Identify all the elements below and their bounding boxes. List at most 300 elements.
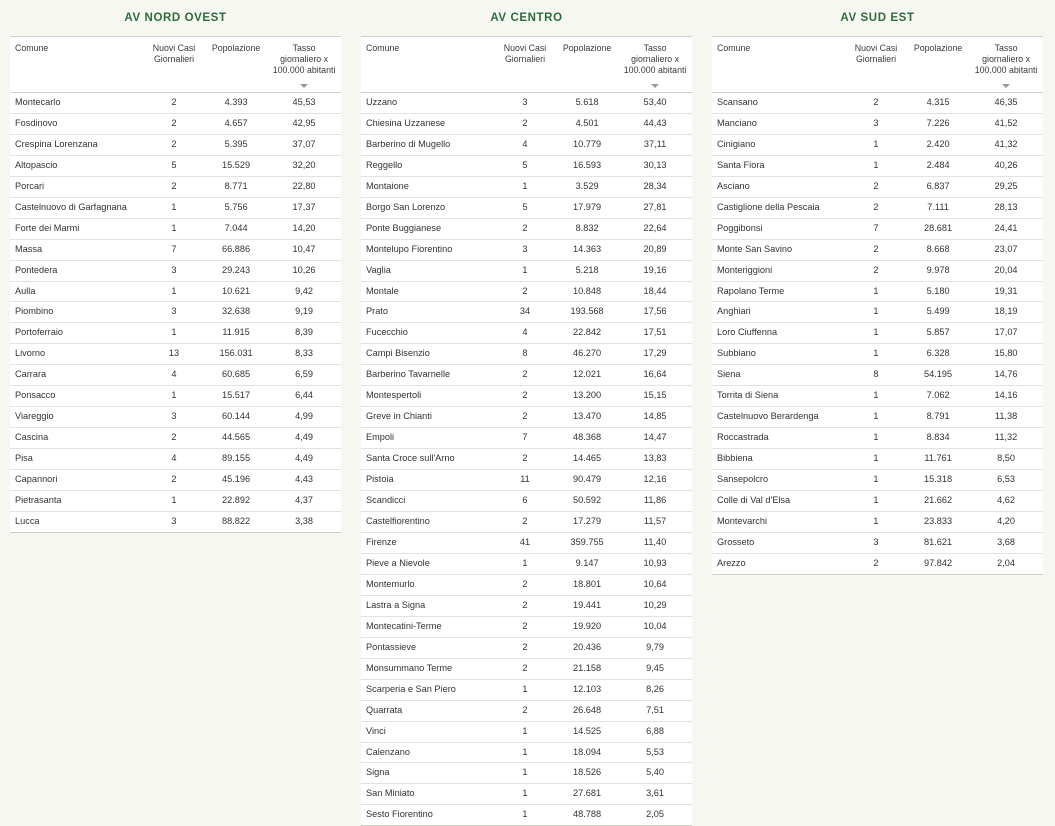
table-row[interactable] bbox=[361, 365, 692, 386]
table-row[interactable] bbox=[361, 155, 692, 176]
cell-tasso: 10,26 bbox=[267, 260, 341, 281]
table-header-sud-est bbox=[712, 37, 1043, 93]
cell-comune: Quarrata bbox=[361, 700, 494, 721]
cell-tasso: 14,16 bbox=[969, 386, 1043, 407]
cell-tasso: 10,47 bbox=[267, 239, 341, 260]
cell-comune: Scarperia e San Piero bbox=[361, 679, 494, 700]
table-row[interactable] bbox=[10, 386, 341, 407]
cell-comune: Scandicci bbox=[361, 491, 494, 512]
table-nord-ovest bbox=[10, 36, 341, 533]
table-row[interactable] bbox=[10, 323, 341, 344]
cell-nuovi-casi: 2 bbox=[143, 113, 205, 134]
area-column-sud-est bbox=[702, 8, 1053, 575]
cell-popolazione: 7.044 bbox=[205, 218, 267, 239]
cell-tasso: 9,42 bbox=[267, 281, 341, 302]
table-row[interactable] bbox=[361, 428, 692, 449]
table-row[interactable] bbox=[361, 784, 692, 805]
cell-popolazione: 2.484 bbox=[907, 155, 969, 176]
cell-popolazione: 8.832 bbox=[556, 218, 618, 239]
table-row[interactable] bbox=[361, 532, 692, 553]
cell-popolazione: 22.892 bbox=[205, 491, 267, 512]
table-row[interactable] bbox=[10, 512, 341, 533]
header-popolazione[interactable]: Popolazione bbox=[907, 37, 969, 93]
cell-tasso: 4,20 bbox=[969, 512, 1043, 533]
cell-comune: Massa bbox=[10, 239, 143, 260]
table-row[interactable] bbox=[712, 553, 1043, 574]
table-row[interactable] bbox=[361, 763, 692, 784]
cell-tasso: 22,80 bbox=[267, 176, 341, 197]
cell-popolazione: 14.525 bbox=[556, 721, 618, 742]
table-row[interactable] bbox=[712, 428, 1043, 449]
table-row[interactable] bbox=[361, 134, 692, 155]
table-row[interactable] bbox=[361, 302, 692, 323]
table-row[interactable] bbox=[361, 574, 692, 595]
table-row[interactable] bbox=[361, 239, 692, 260]
table-row[interactable] bbox=[10, 407, 341, 428]
cell-comune: Sansepolcro bbox=[712, 470, 845, 491]
table-row[interactable] bbox=[712, 470, 1043, 491]
table-row[interactable] bbox=[712, 134, 1043, 155]
table-row[interactable] bbox=[10, 302, 341, 323]
cell-popolazione: 13.200 bbox=[556, 386, 618, 407]
cell-comune: Livorno bbox=[10, 344, 143, 365]
cell-popolazione: 10.848 bbox=[556, 281, 618, 302]
cell-comune: Pieve a Nievole bbox=[361, 553, 494, 574]
table-row[interactable] bbox=[10, 155, 341, 176]
cell-popolazione: 89.155 bbox=[205, 449, 267, 470]
header-nuovi-casi[interactable]: Nuovi Casi Giornalieri bbox=[845, 37, 907, 93]
cell-popolazione: 18.526 bbox=[556, 763, 618, 784]
cell-comune: Pontassieve bbox=[361, 637, 494, 658]
cell-nuovi-casi: 2 bbox=[845, 197, 907, 218]
cell-nuovi-casi: 2 bbox=[494, 407, 556, 428]
cell-comune: Campi Bisenzio bbox=[361, 344, 494, 365]
cell-comune: Carrara bbox=[10, 365, 143, 386]
table-row[interactable] bbox=[10, 470, 341, 491]
cell-nuovi-casi: 1 bbox=[845, 323, 907, 344]
cell-nuovi-casi: 1 bbox=[845, 512, 907, 533]
cell-popolazione: 48.368 bbox=[556, 428, 618, 449]
cell-comune: Bibbiena bbox=[712, 449, 845, 470]
cell-nuovi-casi: 1 bbox=[845, 302, 907, 323]
cell-tasso: 45,53 bbox=[267, 92, 341, 113]
table-row[interactable] bbox=[361, 721, 692, 742]
cell-popolazione: 4.657 bbox=[205, 113, 267, 134]
table-row[interactable] bbox=[712, 512, 1043, 533]
cell-nuovi-casi: 4 bbox=[143, 449, 205, 470]
table-row[interactable] bbox=[361, 344, 692, 365]
cell-tasso: 6,53 bbox=[969, 470, 1043, 491]
cell-tasso: 23,07 bbox=[969, 239, 1043, 260]
table-row[interactable] bbox=[361, 742, 692, 763]
cell-popolazione: 5.618 bbox=[556, 92, 618, 113]
cell-nuovi-casi: 3 bbox=[143, 302, 205, 323]
cell-tasso: 24,41 bbox=[969, 218, 1043, 239]
cell-nuovi-casi: 1 bbox=[845, 407, 907, 428]
cell-nuovi-casi: 1 bbox=[494, 176, 556, 197]
cell-tasso: 5,40 bbox=[618, 763, 692, 784]
header-nuovi-casi[interactable]: Nuovi Casi Giornalieri bbox=[494, 37, 556, 93]
cell-popolazione: 12.021 bbox=[556, 365, 618, 386]
cell-comune: Fosdinovo bbox=[10, 113, 143, 134]
cell-nuovi-casi: 6 bbox=[494, 491, 556, 512]
sort-descending-icon[interactable] bbox=[1002, 84, 1010, 88]
cell-tasso: 2,05 bbox=[618, 805, 692, 826]
cell-nuovi-casi: 3 bbox=[143, 260, 205, 281]
cell-popolazione: 8.668 bbox=[907, 239, 969, 260]
cell-tasso: 10,29 bbox=[618, 595, 692, 616]
cell-comune: Cascina bbox=[10, 428, 143, 449]
cell-nuovi-casi: 2 bbox=[845, 239, 907, 260]
cell-comune: Pisa bbox=[10, 449, 143, 470]
table-row[interactable] bbox=[712, 323, 1043, 344]
cell-comune: Firenze bbox=[361, 532, 494, 553]
table-row[interactable] bbox=[10, 197, 341, 218]
cell-nuovi-casi: 2 bbox=[845, 553, 907, 574]
table-row[interactable] bbox=[361, 260, 692, 281]
table-row[interactable] bbox=[10, 281, 341, 302]
table-row[interactable] bbox=[10, 176, 341, 197]
header-popolazione[interactable]: Popolazione bbox=[205, 37, 267, 93]
cell-tasso: 9,79 bbox=[618, 637, 692, 658]
cell-comune: Lastra a Signa bbox=[361, 595, 494, 616]
column-title-centro: AV CENTRO bbox=[490, 12, 563, 24]
cell-tasso: 10,04 bbox=[618, 616, 692, 637]
cell-nuovi-casi: 3 bbox=[845, 532, 907, 553]
cell-comune: Borgo San Lorenzo bbox=[361, 197, 494, 218]
cell-nuovi-casi: 1 bbox=[845, 134, 907, 155]
table-row[interactable] bbox=[361, 449, 692, 470]
cell-comune: Viareggio bbox=[10, 407, 143, 428]
cell-tasso: 8,33 bbox=[267, 344, 341, 365]
cell-comune: Anghiari bbox=[712, 302, 845, 323]
cell-nuovi-casi: 1 bbox=[494, 742, 556, 763]
table-row[interactable] bbox=[361, 805, 692, 826]
cell-tasso: 22,64 bbox=[618, 218, 692, 239]
cell-tasso: 2,04 bbox=[969, 553, 1043, 574]
sort-descending-icon[interactable] bbox=[651, 84, 659, 88]
cell-comune: Barberino Tavarnelle bbox=[361, 365, 494, 386]
cell-comune: Monsummano Terme bbox=[361, 658, 494, 679]
cell-comune: Crespina Lorenzana bbox=[10, 134, 143, 155]
table-row[interactable] bbox=[712, 176, 1043, 197]
cell-popolazione: 19.920 bbox=[556, 616, 618, 637]
cell-comune: Castelnuovo Berardenga bbox=[712, 407, 845, 428]
table-row[interactable] bbox=[712, 449, 1043, 470]
cell-popolazione: 10.621 bbox=[205, 281, 267, 302]
cell-comune: Montemurlo bbox=[361, 574, 494, 595]
cell-nuovi-casi: 41 bbox=[494, 532, 556, 553]
cell-popolazione: 11.915 bbox=[205, 323, 267, 344]
cell-popolazione: 45.196 bbox=[205, 470, 267, 491]
cell-comune: Arezzo bbox=[712, 553, 845, 574]
cell-comune: Lucca bbox=[10, 512, 143, 533]
table-row[interactable] bbox=[361, 595, 692, 616]
table-row[interactable] bbox=[361, 512, 692, 533]
cell-tasso: 15,15 bbox=[618, 386, 692, 407]
cell-nuovi-casi: 2 bbox=[494, 637, 556, 658]
cell-comune: Pontedera bbox=[10, 260, 143, 281]
cell-nuovi-casi: 5 bbox=[143, 155, 205, 176]
cell-popolazione: 8.771 bbox=[205, 176, 267, 197]
header-nuovi-casi[interactable]: Nuovi Casi Giornalieri bbox=[143, 37, 205, 93]
cell-comune: Monteriggioni bbox=[712, 260, 845, 281]
cell-nuovi-casi: 2 bbox=[494, 449, 556, 470]
header-tasso-label: Tasso giornaliero x 100.000 abitanti bbox=[272, 43, 336, 75]
cell-nuovi-casi: 1 bbox=[845, 386, 907, 407]
cell-nuovi-casi: 3 bbox=[845, 113, 907, 134]
cell-comune: Piombino bbox=[10, 302, 143, 323]
column-title-nord-ovest: AV NORD OVEST bbox=[124, 12, 227, 24]
cell-comune: Fucecchio bbox=[361, 323, 494, 344]
cell-popolazione: 18.801 bbox=[556, 574, 618, 595]
table-row[interactable] bbox=[361, 386, 692, 407]
cell-popolazione: 90.479 bbox=[556, 470, 618, 491]
cell-comune: Manciano bbox=[712, 113, 845, 134]
cell-comune: Montecarlo bbox=[10, 92, 143, 113]
cell-tasso: 15,80 bbox=[969, 344, 1043, 365]
table-row[interactable] bbox=[361, 553, 692, 574]
table-row[interactable] bbox=[361, 658, 692, 679]
cell-tasso: 14,85 bbox=[618, 407, 692, 428]
table-row[interactable] bbox=[10, 449, 341, 470]
table-row[interactable] bbox=[361, 176, 692, 197]
cell-nuovi-casi: 2 bbox=[494, 616, 556, 637]
cell-nuovi-casi: 2 bbox=[143, 428, 205, 449]
cell-comune: Vinci bbox=[361, 721, 494, 742]
cell-popolazione: 7.062 bbox=[907, 386, 969, 407]
table-row[interactable] bbox=[712, 344, 1043, 365]
cell-tasso: 4,43 bbox=[267, 470, 341, 491]
cell-comune: Castelfiorentino bbox=[361, 512, 494, 533]
cell-comune: Santa Fiora bbox=[712, 155, 845, 176]
cell-tasso: 3,38 bbox=[267, 512, 341, 533]
table-row[interactable] bbox=[361, 679, 692, 700]
table-row[interactable] bbox=[712, 260, 1043, 281]
cell-tasso: 27,81 bbox=[618, 197, 692, 218]
cell-popolazione: 6.328 bbox=[907, 344, 969, 365]
cell-comune: Montelupo Fiorentino bbox=[361, 239, 494, 260]
cell-nuovi-casi: 2 bbox=[494, 595, 556, 616]
table-body-nord-ovest bbox=[10, 92, 341, 532]
cell-comune: Prato bbox=[361, 302, 494, 323]
cell-nuovi-casi: 2 bbox=[143, 134, 205, 155]
cell-comune: Colle di Val d'Elsa bbox=[712, 491, 845, 512]
table-row[interactable] bbox=[10, 344, 341, 365]
header-comune[interactable]: Comune bbox=[361, 37, 494, 93]
header-comune[interactable]: Comune bbox=[10, 37, 143, 93]
cell-popolazione: 54.195 bbox=[907, 365, 969, 386]
table-row[interactable] bbox=[361, 92, 692, 113]
cell-nuovi-casi: 2 bbox=[143, 92, 205, 113]
cell-tasso: 7,51 bbox=[618, 700, 692, 721]
table-body-centro bbox=[361, 92, 692, 825]
cell-nuovi-casi: 2 bbox=[494, 658, 556, 679]
table-row[interactable] bbox=[361, 700, 692, 721]
table-row[interactable] bbox=[361, 197, 692, 218]
cell-comune: Montecatini-Terme bbox=[361, 616, 494, 637]
cell-comune: Montale bbox=[361, 281, 494, 302]
table-row[interactable] bbox=[10, 428, 341, 449]
table-row[interactable] bbox=[361, 323, 692, 344]
cell-comune: Castiglione della Pescaia bbox=[712, 197, 845, 218]
cell-comune: Castelnuovo di Garfagnana bbox=[10, 197, 143, 218]
table-row[interactable] bbox=[712, 239, 1043, 260]
cell-popolazione: 9.147 bbox=[556, 553, 618, 574]
cell-tasso: 14,47 bbox=[618, 428, 692, 449]
cell-nuovi-casi: 1 bbox=[494, 763, 556, 784]
table-row[interactable] bbox=[712, 155, 1043, 176]
cell-popolazione: 7.111 bbox=[907, 197, 969, 218]
cell-popolazione: 17.279 bbox=[556, 512, 618, 533]
cell-popolazione: 15.529 bbox=[205, 155, 267, 176]
cell-popolazione: 14.465 bbox=[556, 449, 618, 470]
header-tasso-label: Tasso giornaliero x 100.000 abitanti bbox=[623, 43, 687, 75]
header-tasso[interactable] bbox=[969, 37, 1043, 93]
table-row[interactable] bbox=[361, 218, 692, 239]
cell-nuovi-casi: 5 bbox=[494, 197, 556, 218]
header-tasso[interactable] bbox=[267, 37, 341, 93]
table-row[interactable] bbox=[361, 470, 692, 491]
table-row[interactable] bbox=[712, 218, 1043, 239]
cell-popolazione: 60.144 bbox=[205, 407, 267, 428]
cell-popolazione: 14.363 bbox=[556, 239, 618, 260]
cell-comune: Reggello bbox=[361, 155, 494, 176]
cell-nuovi-casi: 3 bbox=[143, 407, 205, 428]
cell-comune: Empoli bbox=[361, 428, 494, 449]
cell-comune: Santa Croce sull'Arno bbox=[361, 449, 494, 470]
cell-popolazione: 97.842 bbox=[907, 553, 969, 574]
cell-comune: Cinigiano bbox=[712, 134, 845, 155]
header-popolazione[interactable]: Popolazione bbox=[556, 37, 618, 93]
header-tasso-label: Tasso giornaliero x 100.000 abitanti bbox=[974, 43, 1038, 75]
cell-tasso: 40,26 bbox=[969, 155, 1043, 176]
cell-tasso: 20,04 bbox=[969, 260, 1043, 281]
cell-nuovi-casi: 1 bbox=[494, 784, 556, 805]
table-row[interactable] bbox=[712, 407, 1043, 428]
cell-nuovi-casi: 3 bbox=[494, 239, 556, 260]
table-row[interactable] bbox=[712, 92, 1043, 113]
cell-tasso: 10,93 bbox=[618, 553, 692, 574]
cell-tasso: 19,16 bbox=[618, 260, 692, 281]
cell-nuovi-casi: 34 bbox=[494, 302, 556, 323]
header-row bbox=[10, 37, 341, 93]
table-row[interactable] bbox=[10, 134, 341, 155]
cell-nuovi-casi: 13 bbox=[143, 344, 205, 365]
cell-tasso: 3,61 bbox=[618, 784, 692, 805]
cell-tasso: 4,49 bbox=[267, 449, 341, 470]
sort-descending-icon[interactable] bbox=[300, 84, 308, 88]
cell-tasso: 6,88 bbox=[618, 721, 692, 742]
cell-tasso: 11,57 bbox=[618, 512, 692, 533]
table-row[interactable] bbox=[712, 386, 1043, 407]
cell-tasso: 9,45 bbox=[618, 658, 692, 679]
cell-tasso: 28,13 bbox=[969, 197, 1043, 218]
cell-comune: Montespertoli bbox=[361, 386, 494, 407]
table-row[interactable] bbox=[361, 113, 692, 134]
table-row[interactable] bbox=[712, 113, 1043, 134]
table-row[interactable] bbox=[10, 218, 341, 239]
cell-tasso: 12,16 bbox=[618, 470, 692, 491]
cell-comune: Calenzano bbox=[361, 742, 494, 763]
cell-tasso: 19,31 bbox=[969, 281, 1043, 302]
cell-tasso: 14,76 bbox=[969, 365, 1043, 386]
cell-comune: Capannori bbox=[10, 470, 143, 491]
cell-comune: Rapolano Terme bbox=[712, 281, 845, 302]
table-row[interactable] bbox=[361, 637, 692, 658]
table-row[interactable] bbox=[361, 407, 692, 428]
table-row[interactable] bbox=[10, 260, 341, 281]
cell-tasso: 53,40 bbox=[618, 92, 692, 113]
table-row[interactable] bbox=[712, 532, 1043, 553]
cell-nuovi-casi: 2 bbox=[845, 260, 907, 281]
cell-popolazione: 193.568 bbox=[556, 302, 618, 323]
cell-nuovi-casi: 1 bbox=[494, 260, 556, 281]
cell-comune: Grosseto bbox=[712, 532, 845, 553]
cell-tasso: 4,49 bbox=[267, 428, 341, 449]
cell-tasso: 18,19 bbox=[969, 302, 1043, 323]
table-row[interactable] bbox=[712, 365, 1043, 386]
table-row[interactable] bbox=[10, 491, 341, 512]
table-row[interactable] bbox=[361, 616, 692, 637]
cell-popolazione: 44.565 bbox=[205, 428, 267, 449]
cell-comune: Greve in Chianti bbox=[361, 407, 494, 428]
table-header-centro bbox=[361, 37, 692, 93]
table-row[interactable] bbox=[712, 197, 1043, 218]
table-centro bbox=[361, 36, 692, 826]
header-comune[interactable]: Comune bbox=[712, 37, 845, 93]
cell-nuovi-casi: 1 bbox=[845, 491, 907, 512]
cell-tasso: 28,34 bbox=[618, 176, 692, 197]
cell-nuovi-casi: 1 bbox=[845, 281, 907, 302]
table-row[interactable] bbox=[712, 491, 1043, 512]
cell-comune: Montaione bbox=[361, 176, 494, 197]
table-row[interactable] bbox=[10, 239, 341, 260]
cell-nuovi-casi: 5 bbox=[494, 155, 556, 176]
cell-tasso: 10,64 bbox=[618, 574, 692, 595]
cell-popolazione: 29.243 bbox=[205, 260, 267, 281]
table-row[interactable] bbox=[361, 491, 692, 512]
table-row[interactable] bbox=[10, 92, 341, 113]
table-body-sud-est bbox=[712, 92, 1043, 574]
table-row[interactable] bbox=[10, 365, 341, 386]
cell-popolazione: 11.761 bbox=[907, 449, 969, 470]
cell-nuovi-casi: 2 bbox=[143, 470, 205, 491]
cell-tasso: 30,13 bbox=[618, 155, 692, 176]
cell-tasso: 11,38 bbox=[969, 407, 1043, 428]
cell-nuovi-casi: 2 bbox=[494, 700, 556, 721]
cell-nuovi-casi: 8 bbox=[494, 344, 556, 365]
table-row[interactable] bbox=[712, 281, 1043, 302]
cell-nuovi-casi: 2 bbox=[845, 176, 907, 197]
area-column-centro bbox=[351, 8, 702, 826]
cell-nuovi-casi: 4 bbox=[494, 323, 556, 344]
cell-nuovi-casi: 1 bbox=[494, 553, 556, 574]
table-row[interactable] bbox=[712, 302, 1043, 323]
cell-popolazione: 6.837 bbox=[907, 176, 969, 197]
header-tasso[interactable] bbox=[618, 37, 692, 93]
cell-tasso: 37,11 bbox=[618, 134, 692, 155]
cell-nuovi-casi: 8 bbox=[845, 365, 907, 386]
cell-comune: Scansano bbox=[712, 92, 845, 113]
cell-tasso: 14,20 bbox=[267, 218, 341, 239]
table-row[interactable] bbox=[361, 281, 692, 302]
cell-nuovi-casi: 1 bbox=[143, 281, 205, 302]
cell-tasso: 6,44 bbox=[267, 386, 341, 407]
cell-popolazione: 46.270 bbox=[556, 344, 618, 365]
table-row[interactable] bbox=[10, 113, 341, 134]
cell-tasso: 29,25 bbox=[969, 176, 1043, 197]
